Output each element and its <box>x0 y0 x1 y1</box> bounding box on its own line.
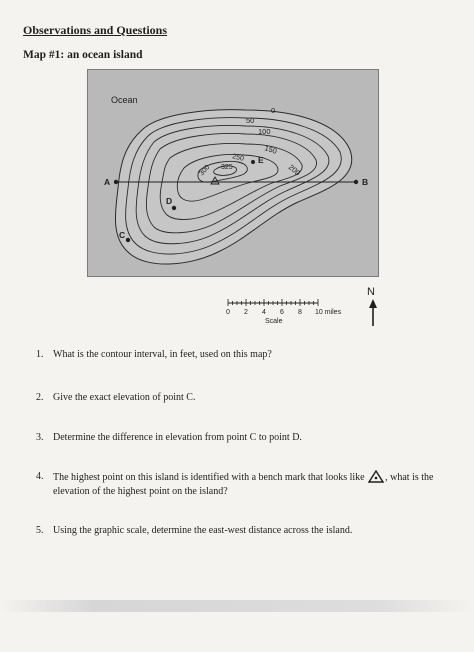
bench-mark-triangle-icon <box>368 470 384 483</box>
point-b-label: B <box>362 177 369 187</box>
scale-tick-8: 8 <box>298 309 302 316</box>
north-label: N <box>367 286 375 298</box>
contour-map-svg <box>88 70 380 278</box>
point-d-label: D <box>166 196 173 206</box>
scale-tick-6: 6 <box>280 309 284 316</box>
contour-label-250: 250 <box>231 153 245 163</box>
scale-tick-10-miles: 10 miles <box>315 309 342 316</box>
scale-caption: Scale <box>265 318 283 325</box>
question-text: Give the exact elevation of point C. <box>53 392 196 403</box>
question-number: 2. <box>36 392 44 403</box>
contour-line-0 <box>115 110 351 264</box>
scale-tick-0: 0 <box>226 309 230 316</box>
contour-label-150: 150 <box>263 143 279 156</box>
contour-label-100: 100 <box>258 127 271 136</box>
page-heading: Observations and Questions <box>23 23 168 37</box>
contour-label-0: 0 <box>271 106 276 115</box>
point-d-marker <box>172 206 176 210</box>
question-2 <box>36 391 446 405</box>
question-4 <box>36 470 446 499</box>
question-text: Using the graphic scale, determine the east-west distance across the island. <box>53 525 353 536</box>
scan-artifact <box>0 600 474 612</box>
contour-label-300: 300 <box>198 163 212 178</box>
question-number: 4. <box>36 471 44 482</box>
question-text: What is the contour interval, in feet, used on this map? <box>53 349 272 360</box>
question-text: Determine the difference in elevation from point C to point D. <box>53 432 302 443</box>
question-number: 3. <box>36 432 44 443</box>
point-a-label: A <box>104 177 111 187</box>
question-1 <box>36 348 446 362</box>
scale-tick-2: 2 <box>244 309 248 316</box>
point-e-label: E <box>258 155 264 165</box>
question-text-after: , what is the elevation of the highest point on the island? <box>53 472 434 497</box>
point-b-marker <box>354 180 358 184</box>
ocean-label: Ocean <box>111 95 138 105</box>
question-number: 5. <box>36 525 44 536</box>
point-e-marker <box>251 160 255 164</box>
scale-bar-svg <box>218 292 358 326</box>
question-5 <box>36 524 446 538</box>
north-arrow-icon <box>364 284 382 328</box>
question-text <box>53 470 446 499</box>
point-c-marker <box>126 238 130 242</box>
north-arrow <box>364 284 382 328</box>
contour-label-200: 200 <box>286 162 303 178</box>
topographic-map <box>87 69 379 277</box>
point-a-marker <box>114 180 118 184</box>
question-text-before: The highest point on this island is identified with a bench mark that looks like <box>53 472 365 483</box>
contour-label-325: 325 <box>221 164 233 171</box>
contour-label-50: 50 <box>246 116 255 125</box>
question-number: 1. <box>36 349 44 360</box>
graphic-scale <box>218 292 358 326</box>
scale-minor-ticks <box>228 299 318 306</box>
question-3 <box>36 431 446 445</box>
map-title: Map #1: an ocean island <box>23 49 143 61</box>
point-c-label: C <box>119 230 126 240</box>
scale-tick-4: 4 <box>262 309 266 316</box>
